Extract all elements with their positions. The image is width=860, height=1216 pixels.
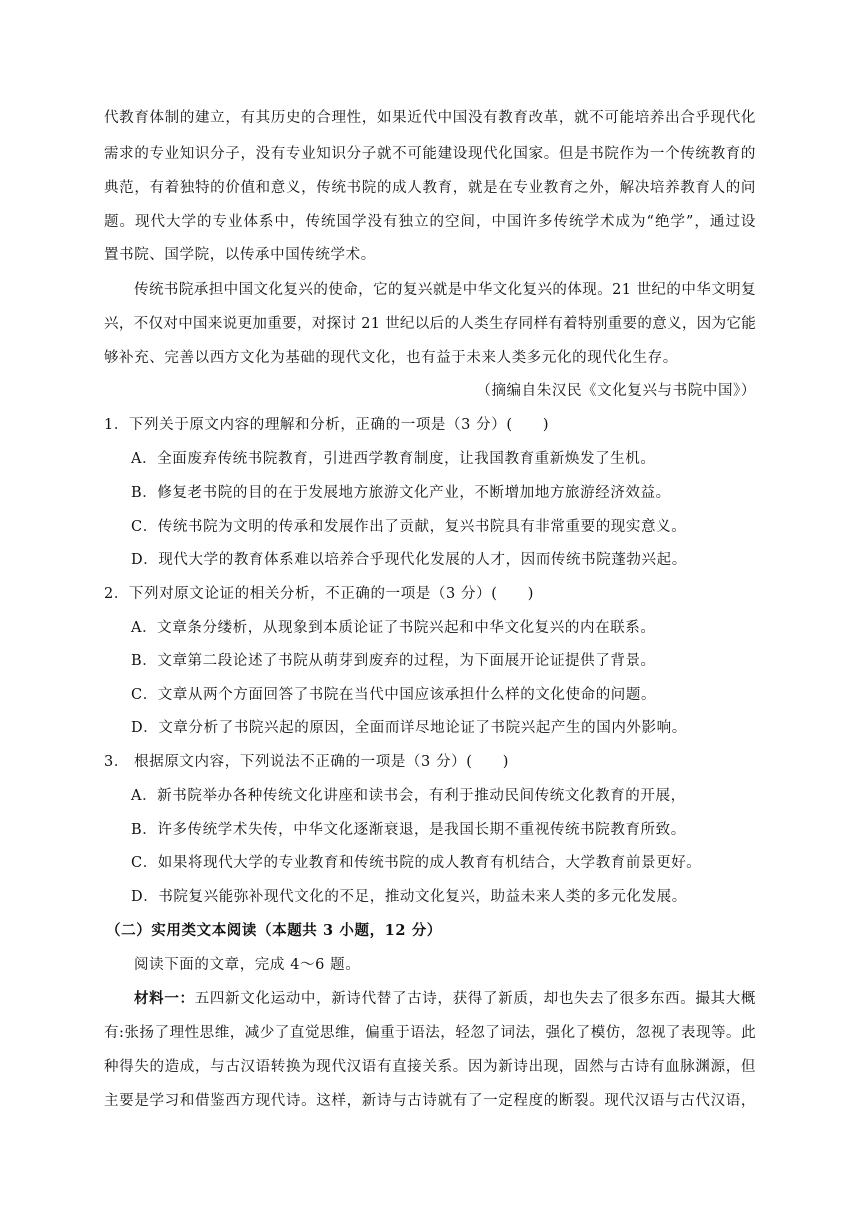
passage-line: 题。现代大学的专业体系中，传统国学没有独立的空间，中国许多传统学术成为“绝学”，通过设 [104,214,756,230]
passage-line: 代教育体制的建立，有其历史的合理性，如果近代中国没有教育改革，就不可能培养出合乎现代化 [104,110,756,126]
question-option: C．传统书院为文明的传承和发展作出了贡献，复兴书院具有非常重要的现实意义。 [131,519,687,535]
passage-line: 够补充、完善以西方文化为基础的现代文化，也有益于未来人类多元化的现代化生存。 [104,350,678,366]
material-line: 有:张扬了理性思维，减少了直觉思维，偏重于语法，轻忽了词法，强化了模仿，忽视了表现等。此 [104,1025,756,1041]
question-option: A．新书院举办各种传统文化讲座和读书会，有利于推动民间传统文化教育的开展， [131,788,686,804]
passage-line: 典范，有着独特的价值和意义，传统书院的成人教育，就是在专业教育之外，解决培养教育人的问 [104,180,756,196]
question-stem: 1．下列关于原文内容的理解和分析，正确的一项是（3 分）( ) [104,417,550,433]
passage-line: 兴，不仅对中国来说更加重要，对探讨 21 世纪以后的人类生存同样有着特别重要的意义，因为它能 [104,316,756,332]
material-text: 五四新文化运动中，新诗代替了古诗，获得了新质，却也失去了很多东西。撮其大概 [194,991,757,1007]
passage-line: 需求的专业知识分子，没有专业知识分子就不可能建设现代化国家。但是书院作为一个传统教育的 [104,146,756,162]
material-label: 材料一： [134,990,195,1007]
question-option: B．修复老书院的目的在于发展地方旅游文化产业，不断增加地方旅游经济效益。 [131,485,671,501]
question-option: B．文章第二段论述了书院从萌芽到废弃的过程，为下面展开论证提供了背景。 [131,653,656,669]
section-instruction: 阅读下面的文章，完成 4～6 题。 [134,957,361,973]
question-option: A．文章条分缕析，从现象到本质论证了书院兴起和中华文化复兴的内在联系。 [131,620,656,636]
question-option: C．如果将现代大学的专业教育和传统书院的成人教育有机结合，大学教育前景更好。 [131,855,702,871]
question-option: D．书院复兴能弥补现代文化的不足，推动文化复兴，助益未来人类的多元化发展。 [131,889,687,905]
question-option: D．现代大学的教育体系难以培养合乎现代化发展的人才，因而传统书院蓬勃兴起。 [131,552,687,568]
section-heading: （二）实用类文本阅读（本题共 3 小题，12 分） [106,922,442,939]
question-option: C．文章从两个方面回答了书院在当代中国应该承担什么样的文化使命的问题。 [131,687,657,703]
passage-line: 传统书院承担中国文化复兴的使命，它的复兴就是中华文化复兴的体现。21 世纪的中华文明复 [134,282,756,298]
material-line-first [134,989,756,1009]
passage-line: 置书院、国学院，以传承中国传统学术。 [104,247,376,263]
question-option: B．许多传统学术失传，中华文化逐渐衰退，是我国长期不重视传统书院教育所致。 [131,822,686,838]
material-line: 种得失的造成，与古汉语转换为现代汉语有直接关系。因为新诗出现，固然与古诗有血脉渊源，但 [104,1059,756,1075]
question-option: A．全面废弃传统书院教育，引进西学教育制度，让我国教育重新焕发了生机。 [131,451,656,467]
material-line: 主要是学习和借鉴西方现代诗。这样，新诗与古诗就有了一定程度的断裂。现代汉语与古代汉语， [104,1093,756,1109]
passage-source: （摘编自朱汉民《文化复兴与书院中国》） [476,383,756,399]
question-stem: 3． 根据原文内容，下列说法不正确的一项是（3 分）( ) [104,754,509,770]
question-stem: 2．下列对原文论证的相关分析，不正确的一项是（3 分）( ) [104,586,534,602]
question-option: D．文章分析了书院兴起的原因，全面而详尽地论证了书院兴起产生的国内外影响。 [131,720,687,736]
